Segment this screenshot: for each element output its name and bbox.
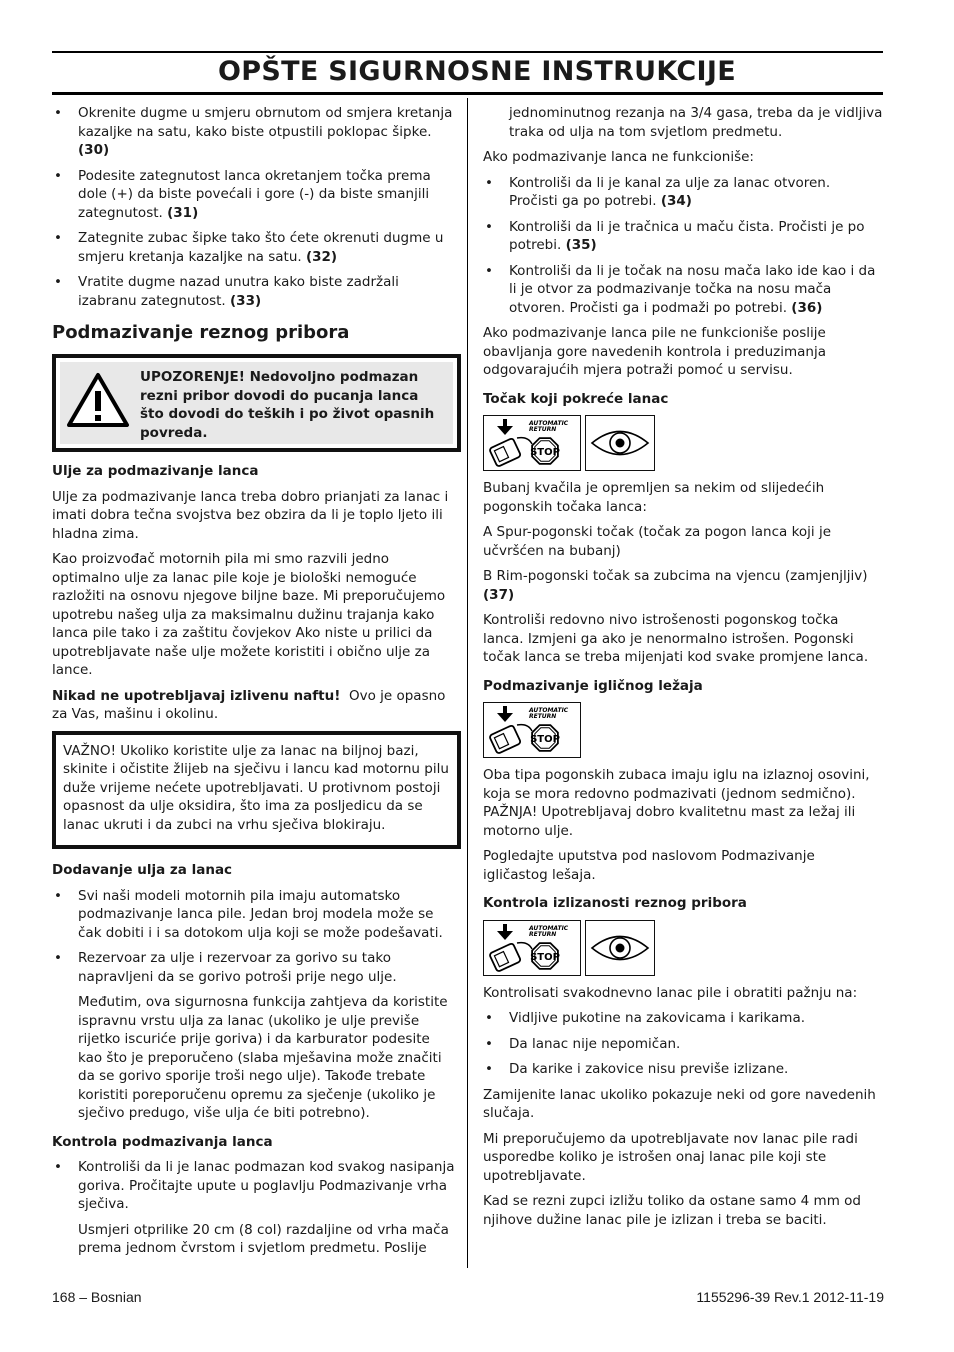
paragraph: A Spur-pogonski točak (točak za pogon lanca koji je učvršćen na bubanj) <box>483 524 832 559</box>
list-item: • Vidljive pukotine na zakovicama i karikama. <box>483 1009 883 1028</box>
important-note-box <box>52 731 461 850</box>
svg-text:AUTOMATIC: AUTOMATIC <box>529 924 569 932</box>
list-item: • Vratite dugme nazad unutra kako biste zadržali izabranu zategnutost. (33) <box>52 273 457 310</box>
paragraph: Kao proizvođač motornih pila mi smo razvili jedno optimalno ulje za lanac pile koje je biološki nemoguće razložiti na osnovu njegove biljne baze. Mi preporučujemo upotrebu našeg ulja za maksimalnu dužinu trajanja kako lanca pile tako i za zaštitu čovjekov Ako niste u prilici da upotrebljavate naše ulje možete koristiti i obično ulje za lance. <box>52 551 446 678</box>
figure-ref: (36) <box>791 299 823 316</box>
list-item: • Kontroliši da li je tračnica u maču čista. Pročisti je po potrebi. (35) <box>483 218 883 255</box>
figure-ref: (30) <box>78 142 110 158</box>
svg-text:AUTOMATIC: AUTOMATIC <box>529 420 569 427</box>
icon-row <box>483 702 883 758</box>
warning-triangle-icon <box>66 372 130 428</box>
paragraph: Kad se rezni zupci izližu toliko da ostane samo 4 mm od njihove dužine lanac pile je izlizan i treba se baciti. <box>483 1193 861 1228</box>
subheading: Ulje za podmazivanje lanca <box>52 463 259 479</box>
svg-text:STOP: STOP <box>530 734 560 745</box>
list-item: • Da lanac nije nepomičan. <box>483 1035 883 1054</box>
paragraph: Usmjeri otprilike 20 cm (8 col) razdaljine od vrha mača prema jednom čvrstom i svjetlom predmetu. Poslije <box>78 1221 449 1256</box>
section-title: Podmazivanje reznog pribora <box>52 322 350 343</box>
eye-icon <box>585 920 655 976</box>
column-divider <box>467 98 468 1268</box>
svg-text:RETURN: RETURN <box>529 713 557 720</box>
icon-row <box>483 920 883 976</box>
figure-ref: (34) <box>660 193 692 209</box>
left-column <box>52 104 457 1265</box>
paragraph: Ako podmazivanje lanca pile ne funkcioniše poslije obavljanja gore navedenih kontrola i preduzimanja odgovarajućih mjera potraži pomoć u servisu. <box>483 325 826 378</box>
svg-text:STOP: STOP <box>530 447 560 458</box>
list-item: • Da karike i zakovice nisu previše izlizane. <box>483 1060 883 1079</box>
svg-text:RETURN: RETURN <box>529 930 557 938</box>
svg-text:AUTOMATIC: AUTOMATIC <box>529 707 569 714</box>
paragraph: Pogledajte uputstva pod naslovom Podmazivanje igličastog lešaja. <box>483 848 815 883</box>
paragraph: jednominutnog rezanja na 3/4 gasa, treba da je vidljiva traka od ulja na tom svjetlom predmetu. <box>509 105 883 140</box>
subheading: Podmazivanje igličnog ležaja <box>483 677 703 694</box>
list-item: • Zategnite zubac šipke tako što ćete okrenuti dugme u smjeru kretanja kazaljke na satu. (32) <box>52 229 457 266</box>
figure-ref: (32) <box>305 248 338 265</box>
warning-text: UPOZORENJE! Nedovoljno podmazan rezni pribor dovodi do pucanja lanca što dovodi do teških i po život opasnih povreda. <box>140 369 435 441</box>
engine-off-icon <box>483 920 581 976</box>
figure-ref: (31) <box>167 204 199 221</box>
list-item: • Kontroliši da li je lanac podmazan kod svakog nasipanja goriva. Pročitajte upute u poglavlju Podmazivanje vrha sječiva. <box>52 1158 457 1214</box>
subheading: Dodavanje ulja za lanac <box>52 862 233 878</box>
subheading: Točak koji pokreće lanac <box>483 390 669 407</box>
page-title: OPŠTE SIGURNOSNE INSTRUKCIJE <box>218 56 736 87</box>
warning-box <box>52 354 461 452</box>
svg-text:RETURN: RETURN <box>529 426 557 433</box>
document-id: 1155296-39 Rev.1 2012-11-19 <box>696 1289 884 1305</box>
list-item: • Rezervoar za ulje i rezervoar za gorivo su tako napravljeni da se gorivo potroši prije nego ulje. <box>52 949 457 986</box>
paragraph: Bubanj kvačila je opremljen sa nekim od slijedećih pogonskih točaka lanca: <box>483 480 825 515</box>
paragraph: Međutim, ova sigurnosna funkcija zahtjeva da koristite ispravnu vrstu ulja za lanac (ukoliko je ulje previše rijetko iscuriće prije goriva) i da karburator podesite kao što je preporučeno (slaba mješavina može značiti da se gorivo sporije troši nego ulje). Takođe trebate koristiti poreporučenu opremu za sječenje (ukoliko je sječivo predugo, više ulja će biti potrebno). <box>78 994 448 1121</box>
subheading: Kontrola podmazivanja lanca <box>52 1133 273 1150</box>
subheading: Kontrola izlizanosti reznog pribora <box>483 895 747 911</box>
list-item: • Svi naši modeli motornih pila imaju automatsko podmazivanje lanca pile. Jedan broj modela može se čak dobiti i i sa dotokom ulja koji se može podešavati. <box>52 887 457 943</box>
paragraph: Oba tipa pogonskih zubaca imaju iglu na izlaznoj osovini, koja se mora redovno podmazivati (jednom sedmično). PAŽNJA! Upotrebljavaj dobro kvalitetnu mast za ležaj ili motorno ulje. <box>483 767 870 839</box>
svg-text:STOP: STOP <box>530 951 560 963</box>
paragraph: Mi preporučujemo da upotrebljavate nov lanac pile radi usporedbe koliko je istrošen onaj lanac pile koji ste upotrebljavate. <box>483 1130 858 1184</box>
engine-off-icon <box>483 415 581 471</box>
page-number: 168 – Bosnian <box>52 1289 142 1305</box>
paragraph: Kontrolisati svakodnevno lanac pile i obratiti pažnju na: <box>483 984 858 1001</box>
note-text: VAŽNO! Ukoliko koristite ulje za lanac na biljnoj bazi, skinite i očistite žlijeb na sječivu i lancu kad motornu pilu duže vrijeme nećete upotrebljavati. U protivnom postoji opasnost da ulje oksidira, što ima za posljedicu da se lanac ukruti i da zubci na vrhu sječiva blokiraju. <box>63 742 449 833</box>
list-item: • Okrenite dugme u smjeru obrnutom od smjera kretanja kazaljke na satu, kako biste otpustili poklopac šipke. (30) <box>52 104 457 160</box>
paragraph: Kontroliši redovno nivo istrošenosti pogonskog točka lanca. Izmjeni ga ako je nenormalno istrošen. Pogonski točak lanca se treba mijenjati kod svake promjene lanca. <box>483 612 869 665</box>
icon-row <box>483 415 883 471</box>
list-item: • Kontroliši da li je točak na nosu mača lako ide kao i da li je otvor za podmazivanje točka na nosu mača otvoren. Pročisti ga i podmaži po potrebi. (36) <box>483 262 883 318</box>
list-item: • Podesite zategnutost lanca okretanjem točka prema dole (+) da biste povećali i gore (-) da biste smanjili zategnutost. (31) <box>52 167 457 223</box>
header-rule-top <box>52 51 883 53</box>
list-item: • Kontroliši da li je kanal za ulje za lanac otvoren. Pročisti ga po potrebi. (34) <box>483 174 883 211</box>
paragraph: Ulje za podmazivanje lanca treba dobro prianjati za lanac i imati dobra tečna svojstva bez obzira da li je toplo ljeto ili hladna zima. <box>52 488 449 542</box>
figure-ref: (33) <box>230 292 262 309</box>
eye-icon <box>585 415 655 471</box>
figure-ref: (35) <box>565 237 597 253</box>
paragraph: Ako podmazivanje lanca ne funkcioniše: <box>483 149 754 165</box>
right-column <box>483 104 883 1236</box>
paragraph: Zamijenite lanac ukoliko pokazuje neki od gore navedenih slučaja. <box>483 1086 876 1121</box>
figure-ref: (37) <box>483 586 515 603</box>
paragraph: B Rim-pogonski točak sa zubcima na vjencu (zamjenjljiv) (37) <box>483 568 868 603</box>
paragraph: Nikad ne upotrebljavaj izlivenu naftu! Ovo je opasno za Vas, mašinu i okolinu. <box>52 687 446 722</box>
engine-off-icon <box>483 702 581 758</box>
header-rule-bottom <box>52 92 883 95</box>
